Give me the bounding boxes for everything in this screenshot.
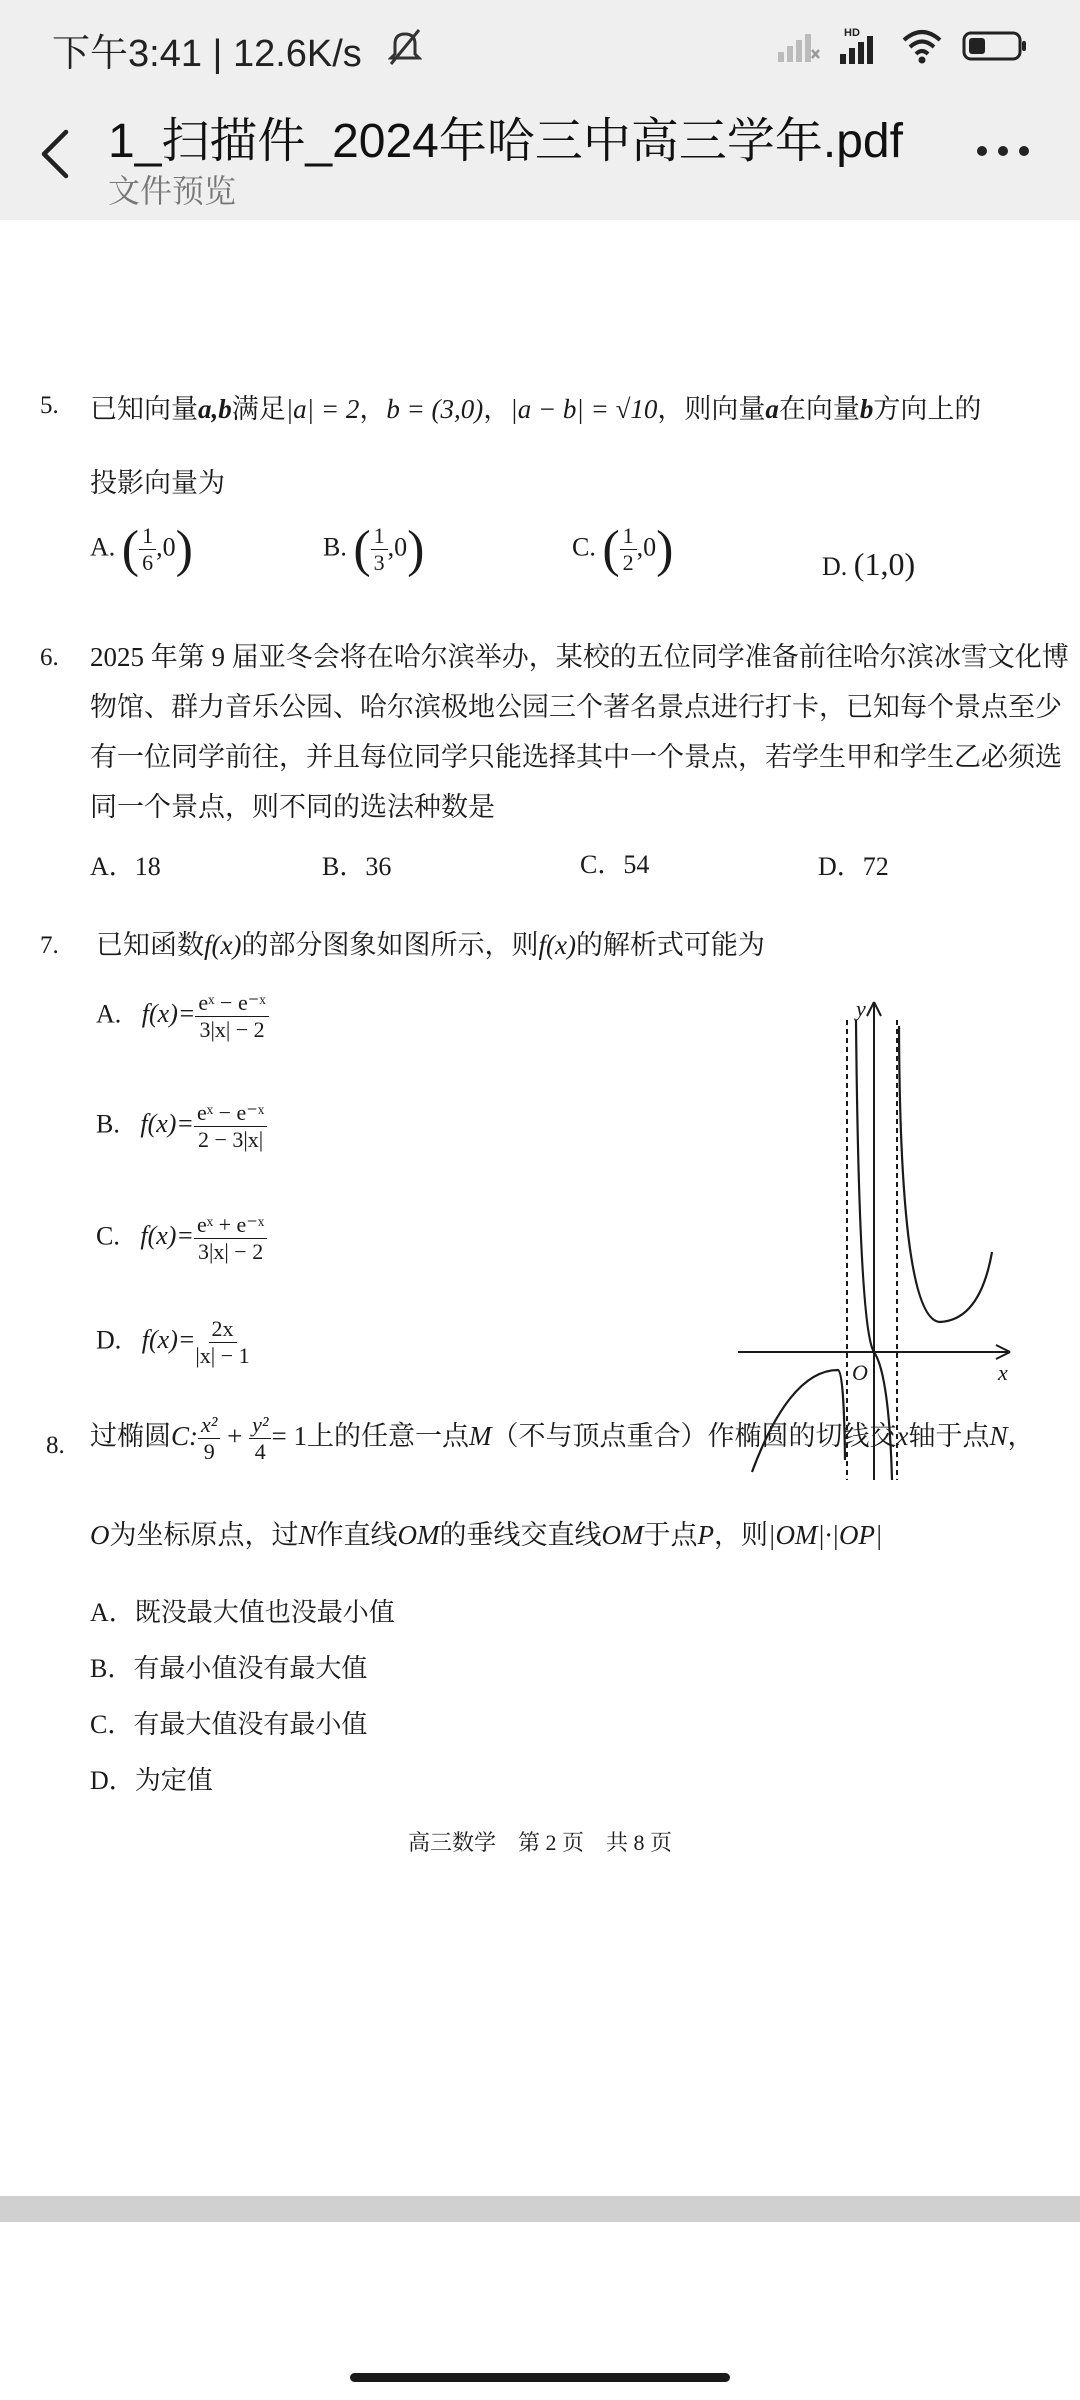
q8-option-b[interactable]: B．有最小值没有最大值	[90, 1654, 368, 1683]
status-time: 下午3:41 | 12.6K/s	[52, 33, 362, 75]
q7-option-a[interactable]: A. f(x)= $\frac{\text{eˣ − e⁻ˣ}}{3|x| - 2}$	[96, 990, 269, 1043]
cellular-signal-1-icon	[776, 28, 820, 64]
q6-line1: 2025 年第 9 届亚冬会将在哈尔滨举办，某校的五位同学准备前往哈尔滨冰雪文化博	[90, 642, 1069, 672]
q5-number: 5.	[40, 392, 59, 419]
q7-graph-origin-label: O	[852, 1360, 868, 1385]
q8-option-c[interactable]: C．有最大值没有最小值	[90, 1710, 368, 1739]
q7-option-c[interactable]: C. f(x)= $\frac{\text{eˣ + e⁻ˣ}}{3|x| - 2}$	[96, 1212, 267, 1265]
q5-option-b[interactable]: B. ( $\frac{1}{3}$ ,0)	[323, 521, 425, 578]
status-icons	[776, 26, 1028, 66]
q7-graph-y-label: y	[856, 996, 866, 1021]
q6-option-d[interactable]: D．72	[818, 852, 889, 881]
q7-option-b[interactable]: B. f(x)= $\frac{\text{eˣ − e⁻ˣ}}{2 - 3|x|}$	[96, 1100, 267, 1153]
q8-option-d[interactable]: D．为定值	[90, 1766, 213, 1795]
q6-number: 6.	[40, 644, 59, 671]
pdf-page[interactable]	[0, 220, 1080, 2190]
q6-option-a[interactable]: A．18	[90, 852, 161, 881]
q7-stem: 已知函数f(x)的部分图象如图所示，则f(x)的解析式可能为	[96, 930, 765, 960]
q7-graph-x-label: x	[998, 1360, 1008, 1385]
q8-line2: O为坐标原点，过N作直线OM的垂线交直线OM于点P，则|OM|·|OP|	[90, 1520, 883, 1550]
q8-line1: 过椭圆C: $\frac{\text{x²}}{9}$ + $\frac{\text{y²}}{4}$ = 1上的任意一点M（不与顶点重合）作椭圆的切线交x轴于点N，	[90, 1412, 1035, 1465]
cellular-signal-hd-icon	[838, 26, 882, 66]
q5-option-a[interactable]: A. ( $\frac{1}{6}$ ,0)	[90, 521, 193, 578]
q6-line4: 同一个景点，则不同的选法种数是	[90, 792, 495, 822]
more-options-icon[interactable]	[974, 136, 1032, 166]
q7-option-d[interactable]: D. f(x)= $\frac{2x}{|x| - 1}$	[96, 1316, 250, 1368]
bell-off-icon	[388, 26, 422, 66]
q8-option-a[interactable]: A．既没最大值也没最小值	[90, 1598, 395, 1627]
status-bar	[0, 0, 1080, 96]
page-footer: 高三数学 第 2 页 共 8 页	[407, 1830, 672, 1855]
q5-line1: 已知向量a,b满足|a| = 2，b = (3,0)，|a − b| = √10，则向量a在向量b方向上的	[90, 394, 982, 424]
battery-icon	[962, 29, 1028, 63]
q5-option-d[interactable]: D. (1,0)	[822, 546, 916, 582]
q6-line3: 有一位同学前往，并且每位同学只能选择其中一个景点，若学生甲和学生乙必须选	[90, 742, 1062, 772]
q7-number: 7.	[40, 932, 59, 959]
wifi-icon	[900, 28, 944, 64]
q6-option-c[interactable]: C．54	[580, 850, 650, 879]
q5-line2: 投影向量为	[90, 468, 225, 498]
document-title: 1_扫描件_2024年哈三中高三学年.pdf	[108, 115, 903, 168]
q6-option-b[interactable]: B．36	[322, 852, 392, 881]
document-subtitle: 文件预览	[108, 173, 237, 209]
back-arrow-icon[interactable]	[30, 122, 86, 186]
q5-option-c[interactable]: C. ( $\frac{1}{2}$ ,0)	[572, 521, 674, 578]
home-gesture-bar[interactable]	[350, 2373, 730, 2382]
q6-line2: 物馆、群力音乐公园、哈尔滨极地公园三个著名景点进行打卡，已知每个景点至少	[90, 692, 1062, 722]
q8-number: 8.	[46, 1432, 65, 1459]
svg-text:HD: HD	[844, 27, 860, 39]
page-separator	[0, 2196, 1080, 2222]
